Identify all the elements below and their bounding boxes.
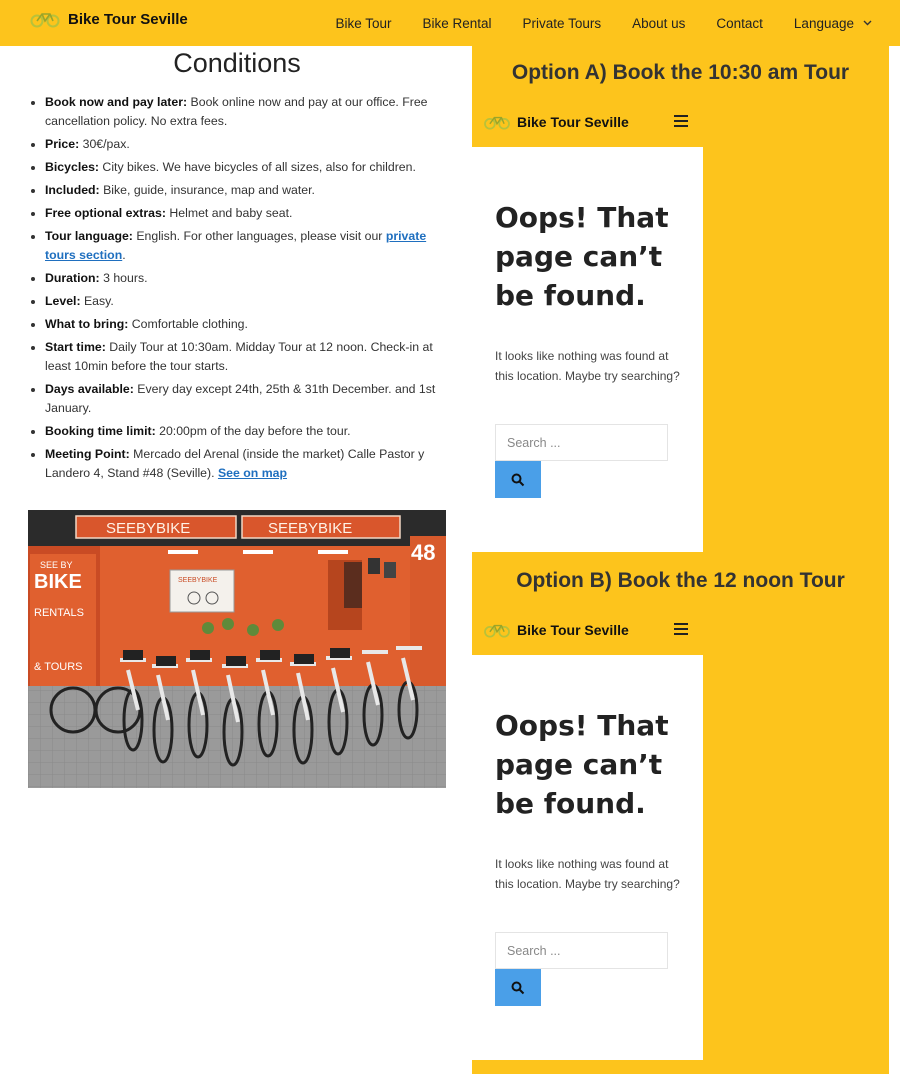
list-item — [45, 380, 446, 418]
poster-text-tours: & TOURS — [34, 661, 83, 673]
poster-text-rentals: RENTALS — [34, 607, 84, 619]
search-icon — [511, 473, 525, 487]
embedded-site-title: Bike Tour Seville — [517, 622, 629, 638]
condition-label: What to bring: — [45, 317, 129, 331]
embedded-site-title: Bike Tour Seville — [517, 114, 629, 130]
option-a-title: Option A) Book the 10:30 am Tour — [511, 61, 850, 84]
condition-text: 30€/pax. — [79, 137, 130, 151]
frame-text: SEEBYBIKE — [178, 577, 218, 584]
condition-text: Easy. — [80, 294, 114, 308]
error-title: Oops! That page can’t be found. — [495, 709, 669, 820]
list-item — [45, 269, 446, 288]
poster-text-big: BIKE — [34, 571, 82, 593]
error-message: It looks like nothing was found at this location. Maybe try searching? — [495, 349, 680, 383]
hamburger-icon[interactable] — [674, 115, 688, 127]
list-item — [45, 135, 446, 154]
condition-label: Bicycles: — [45, 160, 100, 174]
condition-text: Every day except 24th, 25th & 31th December. and 1st January. — [45, 382, 436, 415]
search-input[interactable] — [495, 424, 668, 461]
chevron-down-icon — [863, 20, 872, 26]
nav-item-bike-tour[interactable] — [335, 16, 391, 31]
condition-text: Comfortable clothing. — [128, 317, 248, 331]
list-item — [45, 338, 446, 376]
list-item — [45, 204, 446, 223]
condition-label: Tour language: — [45, 229, 133, 243]
condition-text: . — [122, 248, 126, 262]
condition-label: Price: — [45, 137, 80, 151]
condition-label: Booking time limit: — [45, 424, 156, 438]
search-input[interactable] — [495, 932, 668, 969]
condition-label: Book now and pay later: — [45, 95, 188, 109]
error-message: It looks like nothing was found at this location. Maybe try searching? — [495, 857, 680, 891]
top-navigation-bar — [0, 0, 900, 46]
search-button[interactable] — [495, 969, 541, 1006]
bicycle-icon — [483, 622, 511, 638]
list-item — [45, 445, 446, 483]
stand-number: 48 — [411, 540, 436, 565]
error-panel-b — [472, 655, 703, 1060]
nav-item-language[interactable] — [794, 16, 872, 31]
list-item — [45, 292, 446, 311]
shop-photo — [28, 510, 446, 788]
private-tours-link[interactable]: private tours section — [45, 229, 427, 262]
condition-label: Days available: — [45, 382, 134, 396]
nav-label: Bike Rental — [422, 15, 492, 31]
nav-label: Contact — [716, 15, 763, 31]
nav-item-contact[interactable] — [716, 16, 763, 31]
nav-label: Language — [793, 15, 854, 31]
condition-text: Bike, guide, insurance, map and water. — [99, 183, 315, 197]
bicycle-icon — [483, 114, 511, 130]
list-item — [45, 181, 446, 200]
conditions-section — [28, 46, 446, 487]
main-menu — [304, 0, 872, 46]
bike-shop-illustration — [28, 510, 446, 788]
site-brand[interactable] — [30, 10, 188, 28]
condition-label: Included: — [45, 183, 100, 197]
embedded-brand[interactable] — [483, 114, 629, 130]
conditions-title: Conditions — [173, 48, 301, 78]
list-item — [45, 158, 446, 177]
bicycle-icon — [30, 10, 60, 28]
condition-text: City bikes. We have bicycles of all sizes, also for children. — [99, 160, 416, 174]
site-title: Bike Tour Seville — [68, 10, 188, 28]
list-item — [45, 422, 446, 441]
shop-sign-left: SEEBYBIKE — [106, 520, 191, 537]
nav-label: Bike Tour — [335, 15, 392, 31]
nav-label: Private Tours — [522, 15, 602, 31]
nav-item-about-us[interactable] — [632, 16, 685, 31]
condition-label: Free optional extras: — [45, 206, 166, 220]
error-title: Oops! That page can’t be found. — [495, 201, 669, 312]
embedded-header-b — [472, 609, 703, 655]
condition-text: English. For other languages, please visit our — [132, 229, 386, 243]
nav-item-private-tours[interactable] — [523, 16, 602, 31]
nav-item-bike-rental[interactable] — [423, 16, 492, 31]
condition-label: Duration: — [45, 271, 100, 285]
error-panel-a — [472, 147, 703, 552]
nav-label: About us — [632, 15, 686, 31]
condition-text: Mercado del Arenal (inside the market) Calle Pastor y Landero 4, Stand #48 (Seville). — [45, 447, 425, 480]
condition-text: Daily Tour at 10:30am. Midday Tour at 12 noon. Check-in at least 10min before the tour starts. — [45, 340, 433, 373]
see-on-map-link[interactable]: See on map — [217, 466, 287, 480]
list-item — [45, 315, 446, 334]
conditions-list — [45, 93, 446, 483]
condition-label: Meeting Point: — [45, 447, 130, 461]
poster-text-small: SEE BY — [40, 560, 73, 570]
condition-text: 20:00pm of the day before the tour. — [155, 424, 351, 438]
search-icon — [511, 981, 525, 995]
list-item — [45, 93, 446, 131]
condition-text: Helmet and baby seat. — [165, 206, 293, 220]
hamburger-icon[interactable] — [674, 623, 688, 635]
embedded-brand[interactable] — [483, 622, 629, 638]
search-button[interactable] — [495, 461, 541, 498]
list-item — [45, 227, 446, 265]
option-b-title: Option B) Book the 12 noon Tour — [516, 569, 845, 592]
condition-text: Book online now and pay at our office. Free cancellation policy. No extra fees. — [45, 95, 428, 128]
shop-sign-right: SEEBYBIKE — [268, 520, 353, 537]
condition-text: 3 hours. — [99, 271, 148, 285]
condition-label: Start time: — [45, 340, 106, 354]
embedded-header-a — [472, 101, 703, 147]
condition-label: Level: — [45, 294, 81, 308]
